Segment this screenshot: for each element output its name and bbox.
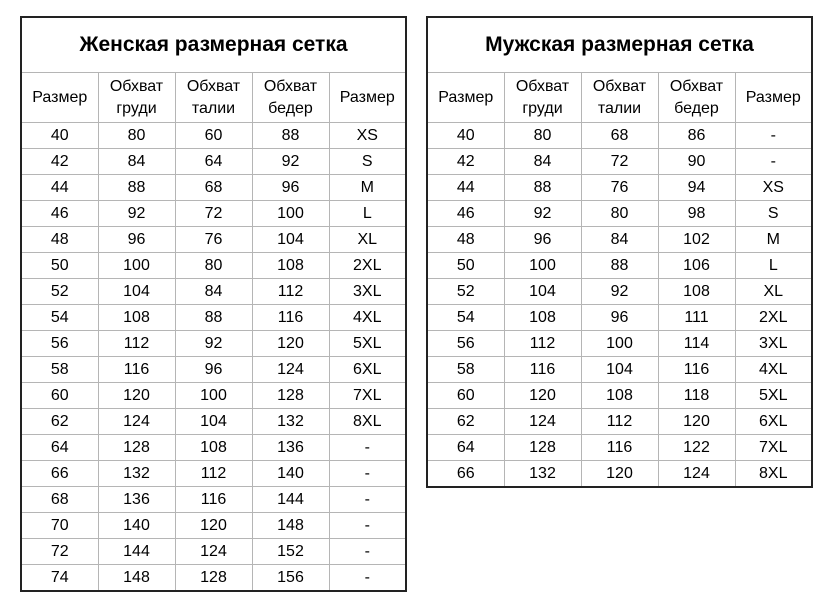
cell-chest: 120 — [98, 383, 175, 409]
cell-waist: 104 — [175, 409, 252, 435]
cell-letter-size: 7XL — [735, 435, 812, 461]
cell-size: 44 — [21, 175, 98, 201]
cell-hips: 120 — [252, 331, 329, 357]
cell-letter-size: - — [329, 539, 406, 565]
cell-size: 52 — [21, 279, 98, 305]
women-header-waist: Обхват талии — [175, 73, 252, 123]
cell-chest: 80 — [504, 123, 581, 149]
table-row — [21, 435, 406, 461]
cell-size: 44 — [427, 175, 504, 201]
men-table-body — [427, 123, 812, 488]
cell-hips: 128 — [252, 383, 329, 409]
table-row — [21, 331, 406, 357]
table-row — [21, 253, 406, 279]
cell-hips: 132 — [252, 409, 329, 435]
cell-letter-size: - — [735, 149, 812, 175]
table-row — [21, 305, 406, 331]
cell-hips: 88 — [252, 123, 329, 149]
cell-letter-size: 3XL — [329, 279, 406, 305]
cell-waist: 96 — [175, 357, 252, 383]
cell-size: 42 — [21, 149, 98, 175]
table-row — [427, 409, 812, 435]
cell-letter-size: 5XL — [735, 383, 812, 409]
cell-letter-size: 4XL — [329, 305, 406, 331]
cell-size: 64 — [427, 435, 504, 461]
cell-hips: 140 — [252, 461, 329, 487]
cell-chest: 116 — [98, 357, 175, 383]
cell-waist: 116 — [581, 435, 658, 461]
cell-size: 58 — [21, 357, 98, 383]
cell-chest: 108 — [504, 305, 581, 331]
cell-letter-size: XL — [735, 279, 812, 305]
cell-size: 60 — [21, 383, 98, 409]
cell-waist: 60 — [175, 123, 252, 149]
cell-chest: 132 — [504, 461, 581, 488]
cell-waist: 64 — [175, 149, 252, 175]
cell-chest: 140 — [98, 513, 175, 539]
cell-hips: 106 — [658, 253, 735, 279]
cell-hips: 136 — [252, 435, 329, 461]
cell-chest: 128 — [98, 435, 175, 461]
men-header-chest: Обхват груди — [504, 73, 581, 123]
cell-chest: 88 — [504, 175, 581, 201]
cell-waist: 68 — [581, 123, 658, 149]
cell-waist: 120 — [581, 461, 658, 488]
cell-chest: 100 — [504, 253, 581, 279]
cell-hips: 108 — [658, 279, 735, 305]
cell-chest: 80 — [98, 123, 175, 149]
cell-chest: 148 — [98, 565, 175, 592]
cell-waist: 96 — [581, 305, 658, 331]
table-row — [21, 513, 406, 539]
cell-waist: 88 — [175, 305, 252, 331]
cell-hips: 96 — [252, 175, 329, 201]
men-header-letter-size: Размер — [735, 73, 812, 123]
cell-letter-size: M — [329, 175, 406, 201]
men-size-table — [426, 16, 813, 488]
cell-chest: 100 — [98, 253, 175, 279]
cell-size: 42 — [427, 149, 504, 175]
cell-size: 58 — [427, 357, 504, 383]
cell-size: 46 — [21, 201, 98, 227]
cell-letter-size: 6XL — [329, 357, 406, 383]
cell-waist: 72 — [175, 201, 252, 227]
cell-waist: 100 — [175, 383, 252, 409]
cell-waist: 84 — [175, 279, 252, 305]
cell-size: 68 — [21, 487, 98, 513]
cell-letter-size: - — [735, 123, 812, 149]
cell-size: 66 — [427, 461, 504, 488]
cell-hips: 111 — [658, 305, 735, 331]
table-row — [427, 123, 812, 149]
table-row — [427, 435, 812, 461]
cell-size: 48 — [427, 227, 504, 253]
table-row — [427, 175, 812, 201]
table-row — [427, 331, 812, 357]
cell-hips: 156 — [252, 565, 329, 592]
cell-chest: 124 — [504, 409, 581, 435]
cell-chest: 96 — [504, 227, 581, 253]
table-row — [427, 461, 812, 488]
cell-hips: 98 — [658, 201, 735, 227]
cell-size: 60 — [427, 383, 504, 409]
women-table-body — [21, 123, 406, 592]
cell-letter-size: 8XL — [329, 409, 406, 435]
cell-letter-size: XL — [329, 227, 406, 253]
cell-waist: 92 — [175, 331, 252, 357]
table-row — [427, 253, 812, 279]
women-table-title: Женская размерная сетка — [21, 17, 406, 73]
cell-waist: 100 — [581, 331, 658, 357]
cell-size: 56 — [427, 331, 504, 357]
cell-waist: 84 — [581, 227, 658, 253]
cell-size: 50 — [21, 253, 98, 279]
women-header-chest: Обхват груди — [98, 73, 175, 123]
cell-waist: 108 — [581, 383, 658, 409]
cell-hips: 120 — [658, 409, 735, 435]
cell-chest: 92 — [98, 201, 175, 227]
men-header-waist: Обхват талии — [581, 73, 658, 123]
cell-chest: 104 — [98, 279, 175, 305]
cell-waist: 104 — [581, 357, 658, 383]
cell-chest: 84 — [504, 149, 581, 175]
cell-waist: 68 — [175, 175, 252, 201]
table-row — [427, 383, 812, 409]
cell-hips: 94 — [658, 175, 735, 201]
cell-size: 70 — [21, 513, 98, 539]
cell-hips: 114 — [658, 331, 735, 357]
table-row — [427, 305, 812, 331]
table-row — [427, 201, 812, 227]
cell-letter-size: XS — [735, 175, 812, 201]
cell-chest: 84 — [98, 149, 175, 175]
men-header-hips: Обхват бедер — [658, 73, 735, 123]
cell-size: 48 — [21, 227, 98, 253]
cell-letter-size: - — [329, 461, 406, 487]
cell-letter-size: - — [329, 565, 406, 592]
cell-size: 54 — [427, 305, 504, 331]
cell-chest: 124 — [98, 409, 175, 435]
cell-waist: 72 — [581, 149, 658, 175]
table-row — [427, 227, 812, 253]
cell-size: 62 — [427, 409, 504, 435]
cell-letter-size: - — [329, 487, 406, 513]
table-row — [21, 565, 406, 592]
cell-hips: 100 — [252, 201, 329, 227]
cell-letter-size: 7XL — [329, 383, 406, 409]
cell-letter-size: - — [329, 513, 406, 539]
cell-letter-size: - — [329, 435, 406, 461]
cell-letter-size: S — [735, 201, 812, 227]
cell-letter-size: S — [329, 149, 406, 175]
cell-hips: 122 — [658, 435, 735, 461]
table-row — [21, 227, 406, 253]
table-row — [427, 279, 812, 305]
cell-letter-size: M — [735, 227, 812, 253]
cell-waist: 80 — [581, 201, 658, 227]
cell-waist: 92 — [581, 279, 658, 305]
cell-size: 46 — [427, 201, 504, 227]
cell-size: 52 — [427, 279, 504, 305]
women-header-letter-size: Размер — [329, 73, 406, 123]
table-row — [21, 487, 406, 513]
cell-hips: 124 — [658, 461, 735, 488]
cell-size: 54 — [21, 305, 98, 331]
table-row — [21, 175, 406, 201]
cell-waist: 128 — [175, 565, 252, 592]
table-row — [427, 357, 812, 383]
cell-size: 64 — [21, 435, 98, 461]
cell-hips: 108 — [252, 253, 329, 279]
men-header-size: Размер — [427, 73, 504, 123]
women-size-table — [20, 16, 407, 592]
cell-hips: 144 — [252, 487, 329, 513]
table-row — [427, 149, 812, 175]
cell-chest: 112 — [98, 331, 175, 357]
cell-chest: 144 — [98, 539, 175, 565]
cell-hips: 86 — [658, 123, 735, 149]
cell-letter-size: XS — [329, 123, 406, 149]
cell-chest: 108 — [98, 305, 175, 331]
cell-letter-size: 8XL — [735, 461, 812, 488]
cell-waist: 88 — [581, 253, 658, 279]
table-row — [21, 201, 406, 227]
cell-hips: 124 — [252, 357, 329, 383]
cell-waist: 112 — [581, 409, 658, 435]
cell-letter-size: 5XL — [329, 331, 406, 357]
cell-chest: 104 — [504, 279, 581, 305]
cell-hips: 92 — [252, 149, 329, 175]
cell-size: 40 — [427, 123, 504, 149]
cell-size: 62 — [21, 409, 98, 435]
cell-size: 56 — [21, 331, 98, 357]
cell-waist: 80 — [175, 253, 252, 279]
women-header-hips: Обхват бедер — [252, 73, 329, 123]
cell-letter-size: L — [329, 201, 406, 227]
cell-chest: 128 — [504, 435, 581, 461]
cell-chest: 96 — [98, 227, 175, 253]
cell-hips: 116 — [252, 305, 329, 331]
cell-chest: 112 — [504, 331, 581, 357]
table-row — [21, 409, 406, 435]
table-row — [21, 149, 406, 175]
cell-hips: 102 — [658, 227, 735, 253]
cell-size: 50 — [427, 253, 504, 279]
cell-letter-size: 3XL — [735, 331, 812, 357]
cell-waist: 76 — [175, 227, 252, 253]
cell-hips: 148 — [252, 513, 329, 539]
cell-waist: 124 — [175, 539, 252, 565]
cell-hips: 112 — [252, 279, 329, 305]
table-row — [21, 357, 406, 383]
men-table-title: Мужская размерная сетка — [427, 17, 812, 73]
cell-waist: 112 — [175, 461, 252, 487]
cell-hips: 152 — [252, 539, 329, 565]
cell-hips: 116 — [658, 357, 735, 383]
cell-chest: 88 — [98, 175, 175, 201]
cell-waist: 116 — [175, 487, 252, 513]
cell-letter-size: L — [735, 253, 812, 279]
cell-hips: 104 — [252, 227, 329, 253]
cell-chest: 92 — [504, 201, 581, 227]
table-row — [21, 461, 406, 487]
cell-chest: 120 — [504, 383, 581, 409]
cell-waist: 76 — [581, 175, 658, 201]
cell-size: 40 — [21, 123, 98, 149]
table-row — [21, 383, 406, 409]
cell-hips: 118 — [658, 383, 735, 409]
cell-size: 74 — [21, 565, 98, 592]
cell-hips: 90 — [658, 149, 735, 175]
cell-waist: 108 — [175, 435, 252, 461]
cell-letter-size: 6XL — [735, 409, 812, 435]
cell-chest: 132 — [98, 461, 175, 487]
cell-waist: 120 — [175, 513, 252, 539]
cell-letter-size: 4XL — [735, 357, 812, 383]
women-header-size: Размер — [21, 73, 98, 123]
cell-letter-size: 2XL — [329, 253, 406, 279]
cell-chest: 116 — [504, 357, 581, 383]
table-row — [21, 539, 406, 565]
table-row — [21, 279, 406, 305]
cell-size: 66 — [21, 461, 98, 487]
table-row — [21, 123, 406, 149]
cell-size: 72 — [21, 539, 98, 565]
cell-chest: 136 — [98, 487, 175, 513]
cell-letter-size: 2XL — [735, 305, 812, 331]
